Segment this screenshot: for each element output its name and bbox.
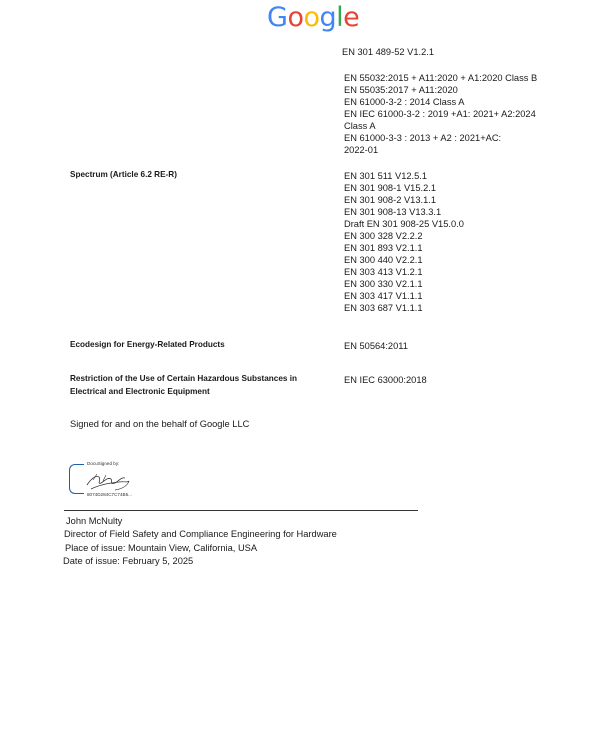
signed-for-statement: Signed for and on the behalf of Google LLC xyxy=(70,419,250,429)
handwritten-signature-icon xyxy=(81,465,141,495)
docusign-signature xyxy=(69,461,179,501)
rohs-label-line1: Restriction of the Use of Certain Hazardous Substances in xyxy=(70,374,298,383)
spectrum-line: EN 301 908-13 V13.3.1 xyxy=(344,207,442,217)
logo-letter: g xyxy=(319,2,337,33)
emc-line: EN 61000-3-3 : 2013 + A2 : 2021+AC: xyxy=(344,133,502,143)
docusign-label: DocuSigned by: xyxy=(87,461,120,466)
spectrum-standards-list xyxy=(344,170,464,314)
logo-letter: G xyxy=(267,2,288,33)
ecodesign-value: EN 50564:2011 xyxy=(344,341,408,351)
emc-line: 2022-01 xyxy=(344,145,379,155)
spectrum-label: Spectrum (Article 6.2 RE-R) xyxy=(70,170,177,179)
spectrum-line: EN 301 908-2 V13.1.1 xyxy=(344,195,437,205)
spectrum-line: EN 300 328 V2.2.2 xyxy=(344,231,423,241)
logo-letter: l xyxy=(336,2,344,33)
spectrum-line: EN 300 440 V2.2.1 xyxy=(344,255,423,265)
place-of-issue: Place of issue: Mountain View, California, USA xyxy=(65,543,258,553)
emc-line: Class A xyxy=(344,121,376,131)
spectrum-line: EN 303 413 V1.2.1 xyxy=(344,267,423,277)
spectrum-line: Draft EN 301 908-25 V15.0.0 xyxy=(344,219,464,229)
emc-line: EN 55035:2017 + A11:2020 xyxy=(344,85,458,95)
signatory-name: John McNulty xyxy=(66,516,123,526)
docusign-id: 8074D284C7C74B5... xyxy=(87,492,132,497)
emc-standards-list xyxy=(344,72,537,156)
rohs-value: EN IEC 63000:2018 xyxy=(344,375,427,385)
spectrum-line: EN 301 511 V12.5.1 xyxy=(344,171,428,181)
emc-line: EN IEC 61000-3-2 : 2019 +A1: 2021+ A2:2024 xyxy=(344,109,536,119)
spectrum-line: EN 301 893 V2.1.1 xyxy=(344,243,423,253)
spectrum-line: EN 300 330 V2.1.1 xyxy=(344,279,423,289)
logo-letter: o xyxy=(287,2,304,33)
rohs-label-line2: Electrical and Electronic Equipment xyxy=(70,387,210,396)
signature-line xyxy=(64,510,418,511)
spectrum-line: EN 303 417 V1.1.1 xyxy=(344,291,423,301)
date-of-issue: Date of issue: February 5, 2025 xyxy=(63,556,194,566)
spectrum-line: EN 303 687 V1.1.1 xyxy=(344,303,423,313)
google-logo xyxy=(267,2,359,33)
spectrum-line: EN 301 908-1 V15.2.1 xyxy=(344,183,437,193)
logo-letter: o xyxy=(303,2,320,33)
emc-line: EN 55032:2015 + A11:2020 + A1:2020 Class B xyxy=(344,73,538,83)
ecodesign-label: Ecodesign for Energy-Related Products xyxy=(70,340,225,349)
standard-top: EN 301 489-52 V1.2.1 xyxy=(342,47,435,57)
emc-line: EN 61000-3-2 : 2014 Class A xyxy=(344,97,465,107)
logo-letter: e xyxy=(343,2,360,33)
signatory-title: Director of Field Safety and Compliance Engineering for Hardware xyxy=(64,529,337,539)
